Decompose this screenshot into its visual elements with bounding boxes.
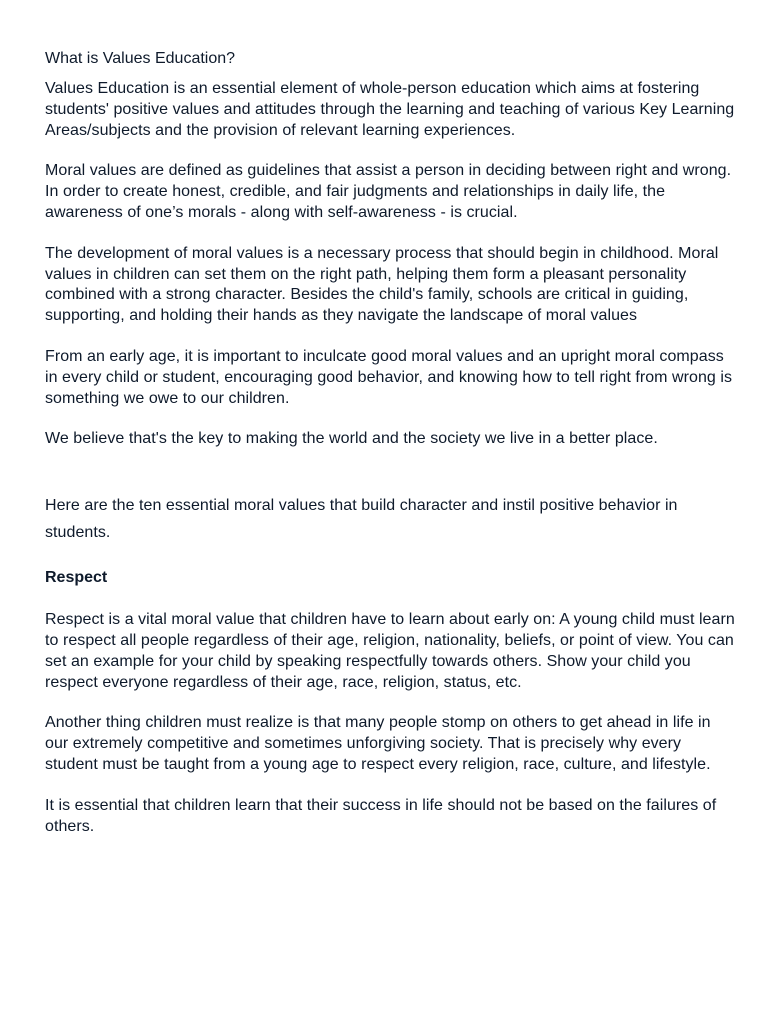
paragraph-respect-1: Respect is a vital moral value that children have to learn about early on: A young child must learn to respect all people regardless of their age, religion, nationality, beliefs, or point of view. You can set an example for your child by speaking respectfully towards others. Show your child you respect everyone regardless of their age, race, religion, status, etc. — [45, 611, 735, 691]
section-heading-respect: Respect — [45, 569, 108, 587]
paragraph-better-place: We believe that's the key to making the world and the society we live in a better place. — [45, 430, 658, 448]
paragraph-moral-values-definition: Moral values are defined as guidelines that assist a person in deciding between right and wrong. In order to create honest, credible, and fair judgments and relationships in daily life, the awareness of one’s morals - along with self-awareness - is crucial. — [45, 162, 732, 221]
paragraph-early-age: From an early age, it is important to inculcate good moral values and an upright moral compass in every child or student, encouraging good behavior, and knowing how to tell right from wrong is something we owe to our children. — [45, 347, 733, 407]
page-title: What is Values Education? — [45, 50, 236, 67]
paragraph-development-of-moral-values: The development of moral values is a necessary process that should begin in childhood. Moral values in children can set them on the right path, helping them form a pleasant personality combined with a strong character. Besides the child's family, schools are critical in guiding, supporting, and holding their hands as they navigate the landscape of moral values — [45, 244, 719, 325]
document-page — [45, 48, 735, 837]
paragraph-values-education: Values Education is an essential element of whole-person education which aims at fostering students' positive values and attitudes through the learning and teaching of various Key Learning Areas/subjects and the provision of relevant learning experiences. — [45, 80, 735, 139]
paragraph-respect-2: Another thing children must realize is that many people stomp on others to get ahead in life in our extremely competitive and sometimes unforgiving society. That is precisely why every student must be taught from a young age to respect every religion, race, culture, and lifestyle. — [45, 714, 711, 773]
paragraph-ten-values-intro: Here are the ten essential moral values that build character and instil positive behavior in students. — [45, 497, 678, 542]
paragraph-respect-3: It is essential that children learn that their success in life should not be based on the failures of others. — [45, 796, 717, 835]
